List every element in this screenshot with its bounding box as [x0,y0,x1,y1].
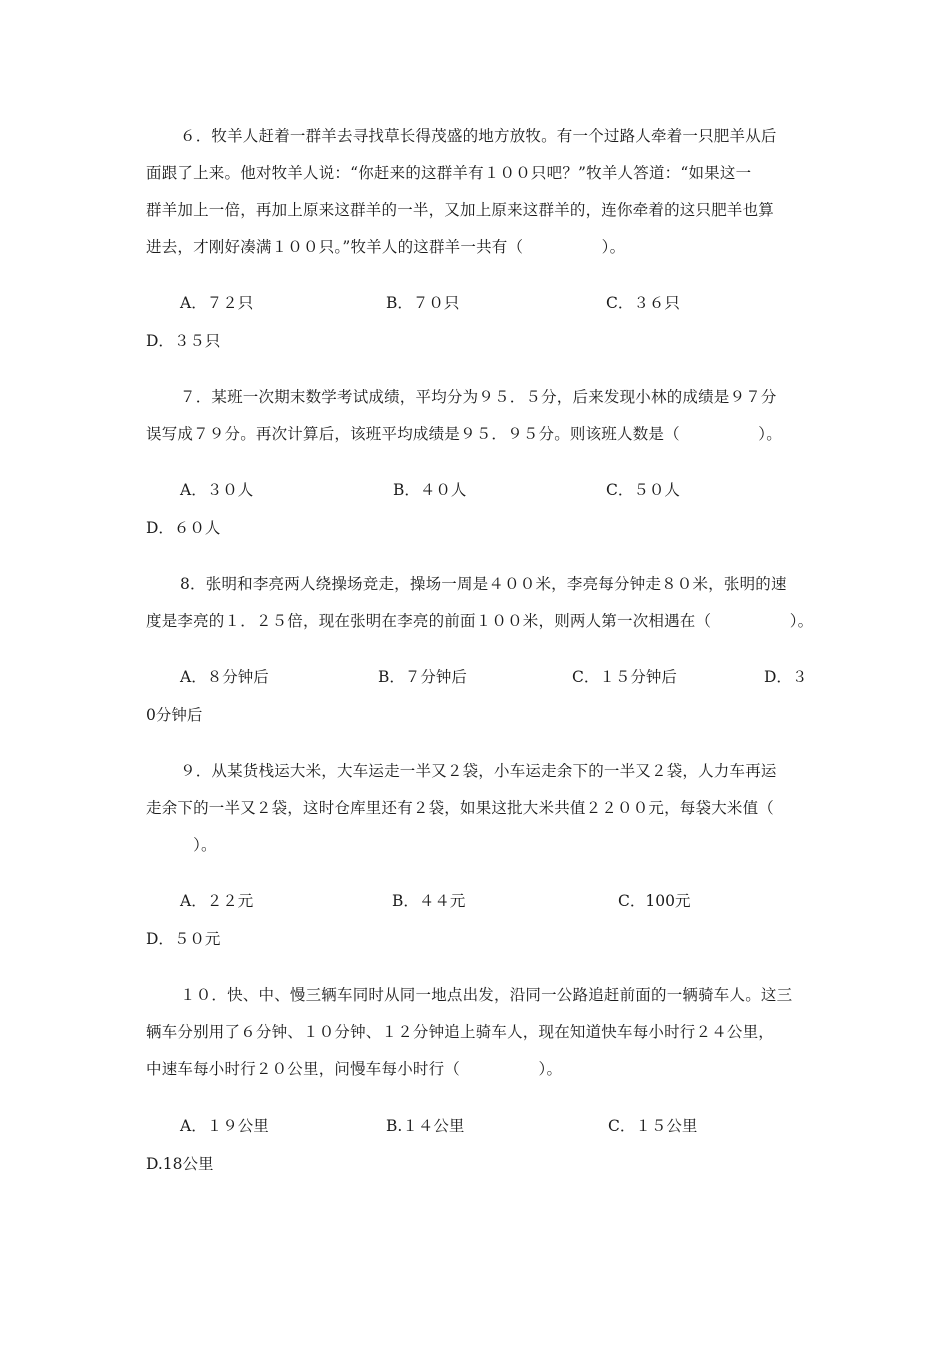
question-10-option-b: B.１４公里 [386,1117,465,1135]
question-9-line-1: ９．从某货栈运大米，大车运走一半又２袋，小车运走余下的一半又２袋，人力车再运 [180,762,777,780]
question-10-line-1: １０．快、中、慢三辆车同时从同一地点出发，沿同一公路追赶前面的一辆骑车人。这三 [180,986,793,1004]
question-6-line-1: ６．牧羊人赶着一群羊去寻找草长得茂盛的地方放牧。有一个过路人牵着一只肥羊从后 [180,127,777,145]
question-7-option-a: A．３０人 [180,481,254,499]
question-6-option-c: C．３６只 [606,294,680,312]
question-10-option-a: A．１９公里 [180,1117,269,1135]
question-9-option-c: C．100元 [618,892,691,910]
question-6-line-3: 群羊加上一倍，再加上原来这群羊的一半，又加上原来这群羊的，连你牵着的这只肥羊也算 [146,201,775,219]
question-7-line-1: ７．某班一次期末数学考试成绩，平均分为９５．５分，后来发现小林的成绩是９７分 [180,388,777,406]
question-6-line-2: 面跟了上来。他对牧羊人说：“你赶来的这群羊有１００只吧？”牧羊人答道：“如果这一 [146,164,752,182]
question-10-option-d: D.18公里 [146,1155,214,1173]
question-8-option-d-continued: 0分钟后 [146,706,203,724]
question-6-line-4: 进去，才刚好凑满１００只。”牧羊人的这群羊一共有（ ）。 [146,238,626,256]
question-8-option-a: A．８分钟后 [180,668,269,686]
question-7-option-b: B．４０人 [393,481,467,499]
question-9-option-a: A．２２元 [180,892,254,910]
question-8-line-1: 8．张明和李亮两人绕操场竞走，操场一周是４００米，李亮每分钟走８０米，张明的速 [180,575,787,593]
question-6-option-b: B．７０只 [386,294,460,312]
question-9-line-2: 走余下的一半又２袋，这时仓库里还有２袋，如果这批大米共值２２００元，每袋大米值（ [146,799,775,817]
question-8-option-b: B．７分钟后 [378,668,467,686]
question-8-option-d: D．３ [764,668,808,686]
question-7-option-c: C．５０人 [606,481,680,499]
question-8-line-2: 度是李亮的１．２５倍，现在张明在李亮的前面１００米，则两人第一次相遇在（ ）。 [146,612,814,630]
question-6-option-d: D．３５只 [146,332,221,350]
question-10-line-2: 辆车分别用了６分钟、１０分钟、１２分钟追上骑车人，现在知道快车每小时行２４公里， [146,1023,775,1041]
question-10-option-c: C．１５公里 [608,1117,698,1135]
question-10-line-3: 中速车每小时行２０公里，问慢车每小时行（ ）。 [146,1060,563,1078]
question-9-option-b: B．４４元 [392,892,466,910]
question-8-option-c: C．１５分钟后 [572,668,677,686]
question-9-option-d: D．５０元 [146,930,221,948]
question-9-line-3: ）。 [146,836,217,854]
question-7-line-2: 误写成７９分。再次计算后，该班平均成绩是９５．９５分。则该班人数是（ ）。 [146,425,782,443]
question-6-option-a: A．７２只 [180,294,254,312]
question-7-option-d: D．６０人 [146,519,221,537]
